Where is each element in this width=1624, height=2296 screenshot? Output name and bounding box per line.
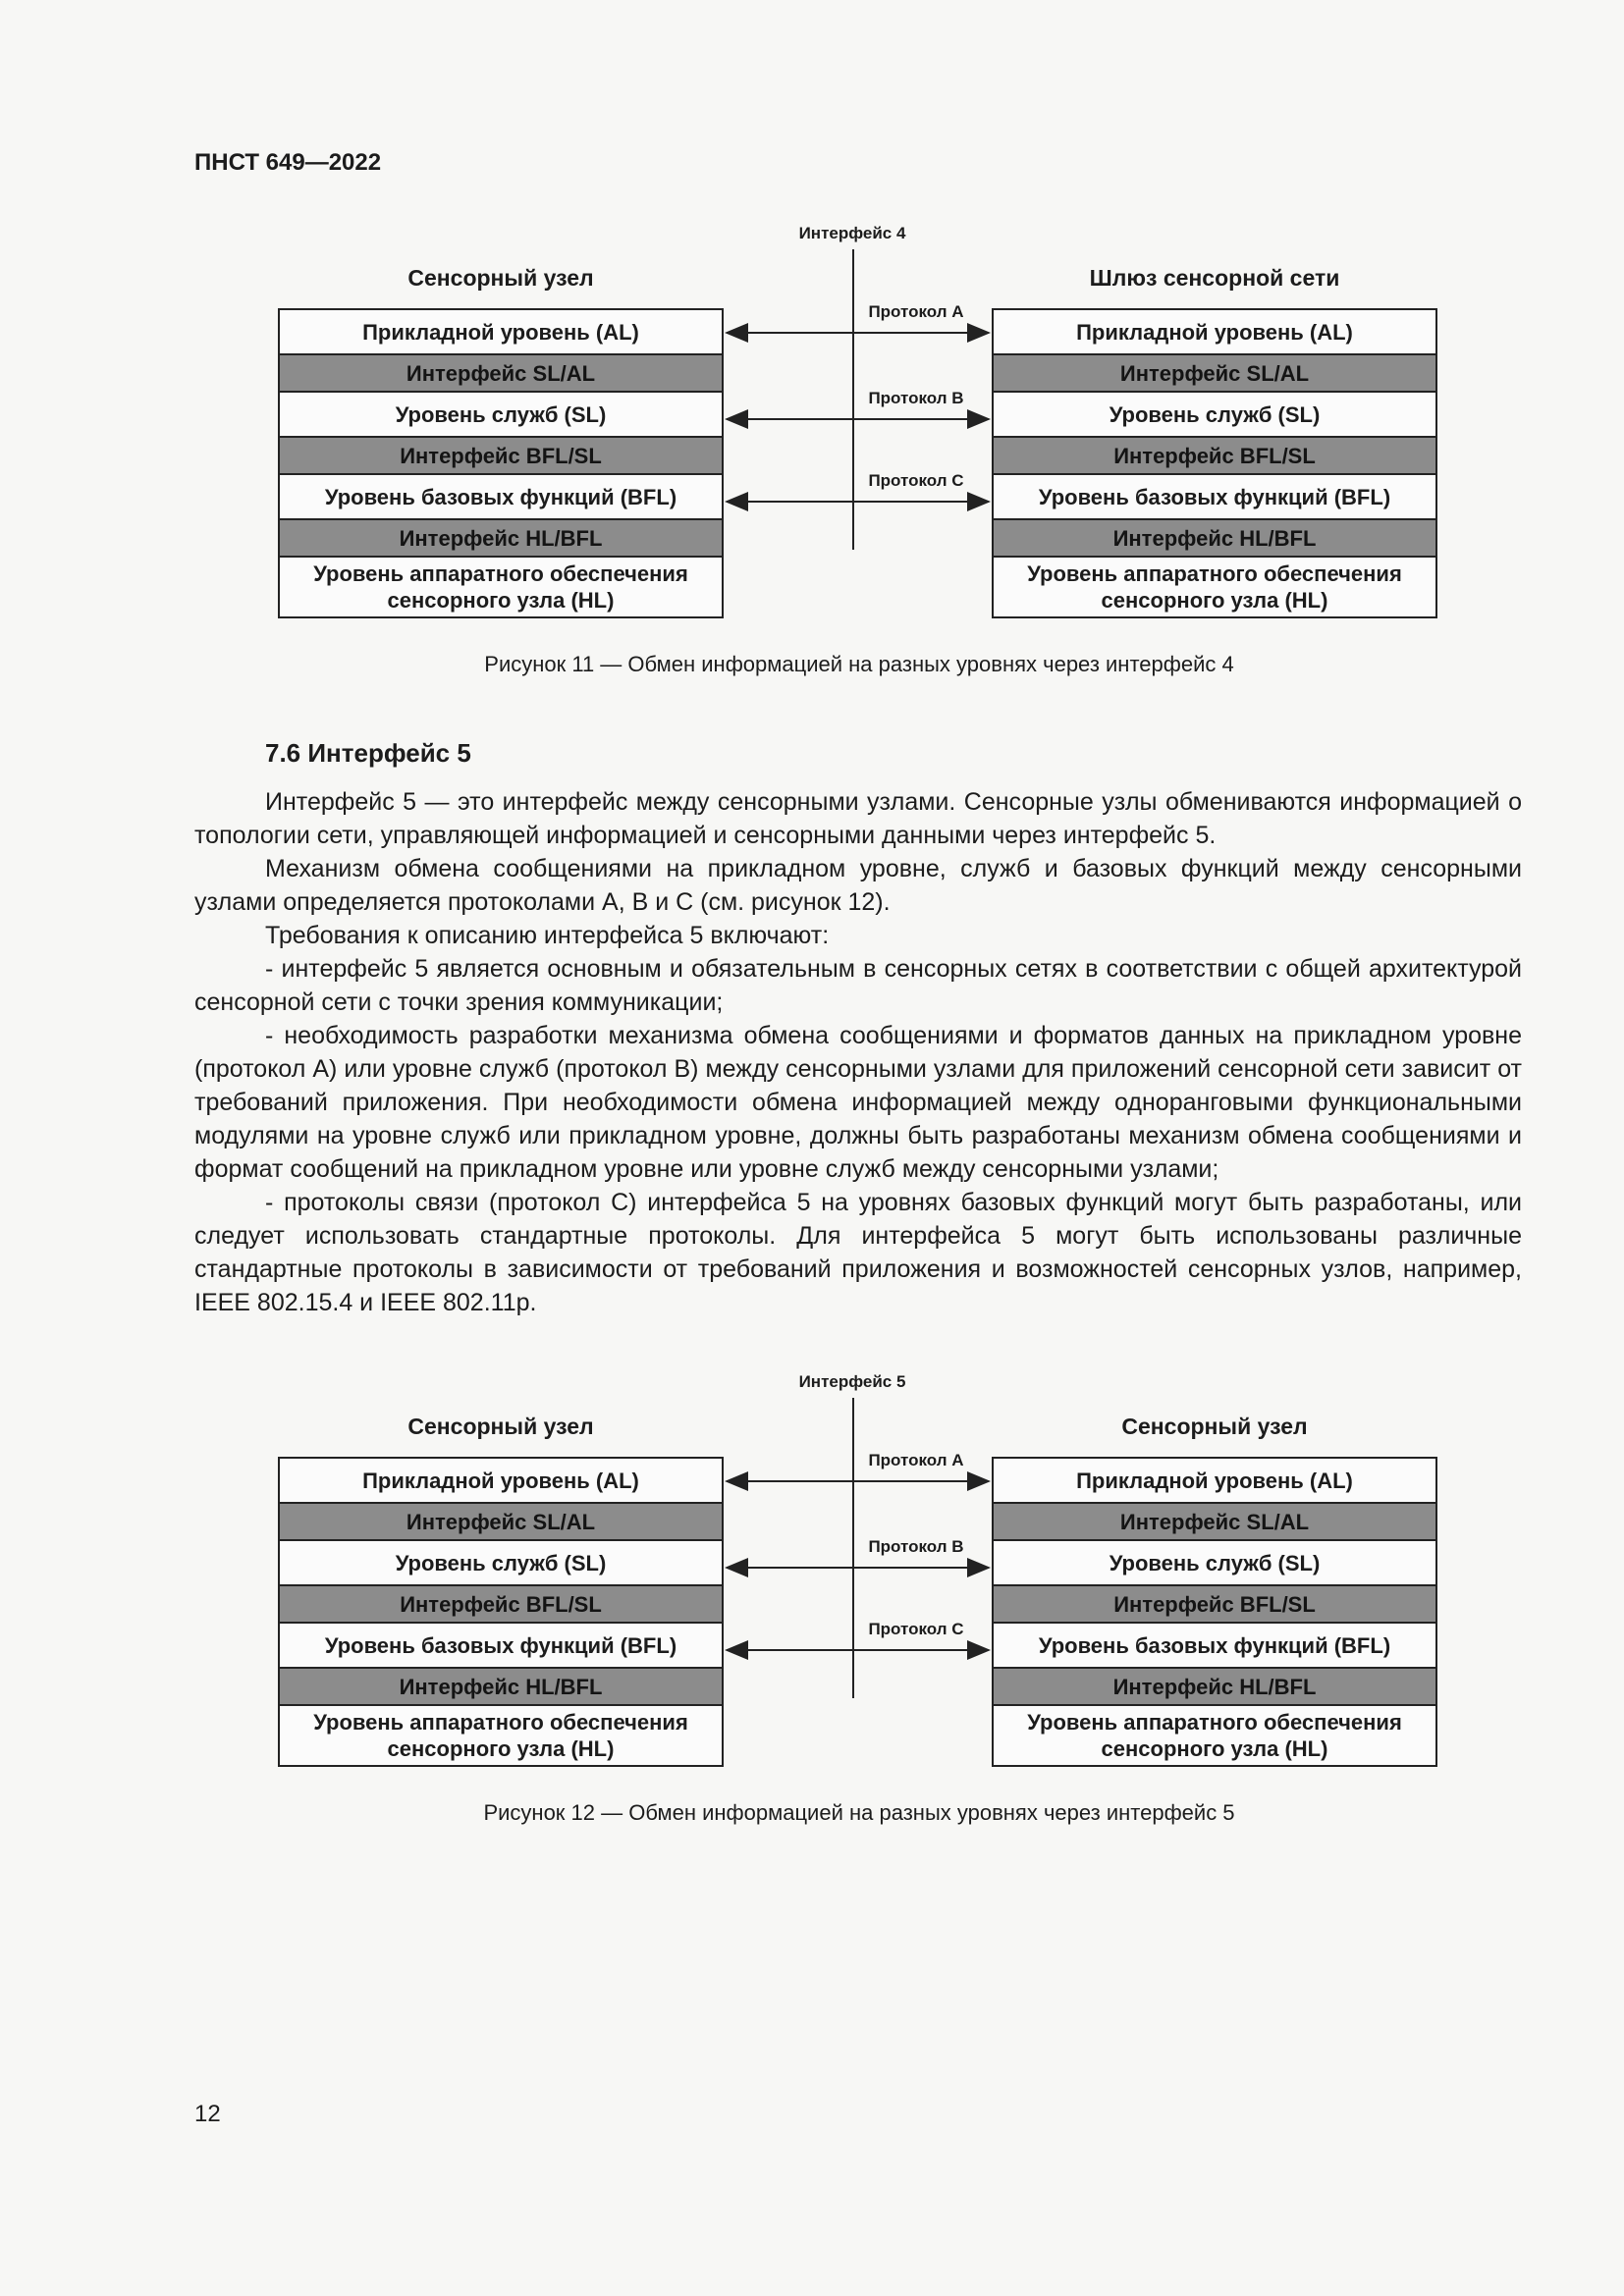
layer-bfl: Уровень базовых функций (BFL) <box>994 475 1435 520</box>
protocol-a-label: Протокол A <box>868 302 964 321</box>
paragraph: Требования к описанию интерфейса 5 включают: <box>265 922 830 949</box>
interface-sl-al: Интерфейс SL/AL <box>994 355 1435 393</box>
layer-al: Прикладной уровень (AL) <box>280 1459 722 1504</box>
protocol-c-label: Протокол C <box>868 471 964 490</box>
layer-hl: Уровень аппаратного обеспечения сенсорного узла (HL) <box>280 1706 722 1765</box>
protocol-b-label: Протокол B <box>868 1537 964 1556</box>
figure-caption: Рисунок 11 — Обмен информацией на разных уровнях через интерфейс 4 <box>484 652 1234 676</box>
interface-label: Интерфейс 5 <box>798 1372 906 1391</box>
layer-bfl: Уровень базовых функций (BFL) <box>994 1624 1435 1669</box>
layer-sl: Уровень служб (SL) <box>280 393 722 438</box>
interface-bfl-sl: Интерфейс BFL/SL <box>994 438 1435 475</box>
layer-hl: Уровень аппаратного обеспечения сенсорного узла (HL) <box>280 558 722 616</box>
layer-hl: Уровень аппаратного обеспечения сенсорного узла (HL) <box>994 1706 1435 1765</box>
list-item: - необходимость разработки механизма обмена сообщениями и форматов данных на прикладном уровне (протокол A) или уровне служб (протокол B) между сенсорными узлами для приложений сенсорной сети зависит от требований приложения. При необходимости обмена информацией между одноранговыми функциональными модулями на уровне служб или прикладном уровне, должны быть разработаны механизм обмена сообщениями и формат сообщений на прикладном уровне или уровне служб между сенсорными узлами; <box>194 1022 1522 1183</box>
layer-bfl: Уровень базовых функций (BFL) <box>280 1624 722 1669</box>
section-body <box>194 785 1522 1319</box>
protocol-arrows <box>275 224 1443 636</box>
list-item: - интерфейс 5 является основным и обязательным в сенсорных сетях в соответствии с общей архитектурой сенсорной сети с точки зрения коммуникации; <box>194 955 1522 1016</box>
layer-hl: Уровень аппаратного обеспечения сенсорного узла (HL) <box>994 558 1435 616</box>
interface-hl-bfl: Интерфейс HL/BFL <box>994 1669 1435 1706</box>
layer-sl: Уровень служб (SL) <box>994 393 1435 438</box>
protocol-a-label: Протокол A <box>868 1451 964 1469</box>
interface-sl-al: Интерфейс SL/AL <box>280 355 722 393</box>
layer-sl: Уровень служб (SL) <box>994 1541 1435 1586</box>
interface-sl-al: Интерфейс SL/AL <box>994 1504 1435 1541</box>
protocol-c-label: Протокол C <box>868 1620 964 1638</box>
protocol-arrows <box>275 1372 1443 1785</box>
figure-11 <box>275 224 1443 676</box>
document-header: ПНСТ 649—2022 <box>194 149 382 176</box>
layer-sl: Уровень служб (SL) <box>280 1541 722 1586</box>
layer-al: Прикладной уровень (AL) <box>280 310 722 355</box>
list-item: - протоколы связи (протокол C) интерфейса 5 на уровнях базовых функций могут быть разработаны, или следует использовать стандартные протоколы. Для интерфейса 5 могут быть использованы различные стандартные протоколы в зависимости от требований приложения и возможностей сенсорных узлов, например, IEEE 802.15.4 и IEEE 802.11p. <box>194 1189 1522 1316</box>
layer-al: Прикладной уровень (AL) <box>994 1459 1435 1504</box>
paragraph: Интерфейс 5 — это интерфейс между сенсорными узлами. Сенсорные узлы обмениваются информацией о топологии сети, управляющей информацией и сенсорными данными через интерфейс 5. <box>194 788 1522 849</box>
figure-12 <box>275 1372 1443 1825</box>
section-title: 7.6 Интерфейс 5 <box>265 738 471 768</box>
layer-al: Прикладной уровень (AL) <box>994 310 1435 355</box>
interface-label: Интерфейс 4 <box>798 224 906 242</box>
interface-hl-bfl: Интерфейс HL/BFL <box>994 520 1435 558</box>
interface-hl-bfl: Интерфейс HL/BFL <box>280 1669 722 1706</box>
protocol-b-label: Протокол B <box>868 389 964 407</box>
interface-bfl-sl: Интерфейс BFL/SL <box>280 438 722 475</box>
interface-sl-al: Интерфейс SL/AL <box>280 1504 722 1541</box>
left-column-title: Сенсорный узел <box>407 265 594 291</box>
page-number: 12 <box>194 2101 221 2127</box>
interface-hl-bfl: Интерфейс HL/BFL <box>280 520 722 558</box>
interface-bfl-sl: Интерфейс BFL/SL <box>280 1586 722 1624</box>
figure-caption: Рисунок 12 — Обмен информацией на разных уровнях через интерфейс 5 <box>483 1800 1235 1825</box>
paragraph: Механизм обмена сообщениями на прикладном уровне, служб и базовых функций между сенсорными узлами определяется протоколами A, B и C (см. рисунок 12). <box>194 855 1522 916</box>
interface-bfl-sl: Интерфейс BFL/SL <box>994 1586 1435 1624</box>
left-column-title: Сенсорный узел <box>407 1414 594 1439</box>
right-column-title: Сенсорный узел <box>1121 1414 1308 1439</box>
layer-bfl: Уровень базовых функций (BFL) <box>280 475 722 520</box>
right-column-title: Шлюз сенсорной сети <box>1089 265 1340 291</box>
